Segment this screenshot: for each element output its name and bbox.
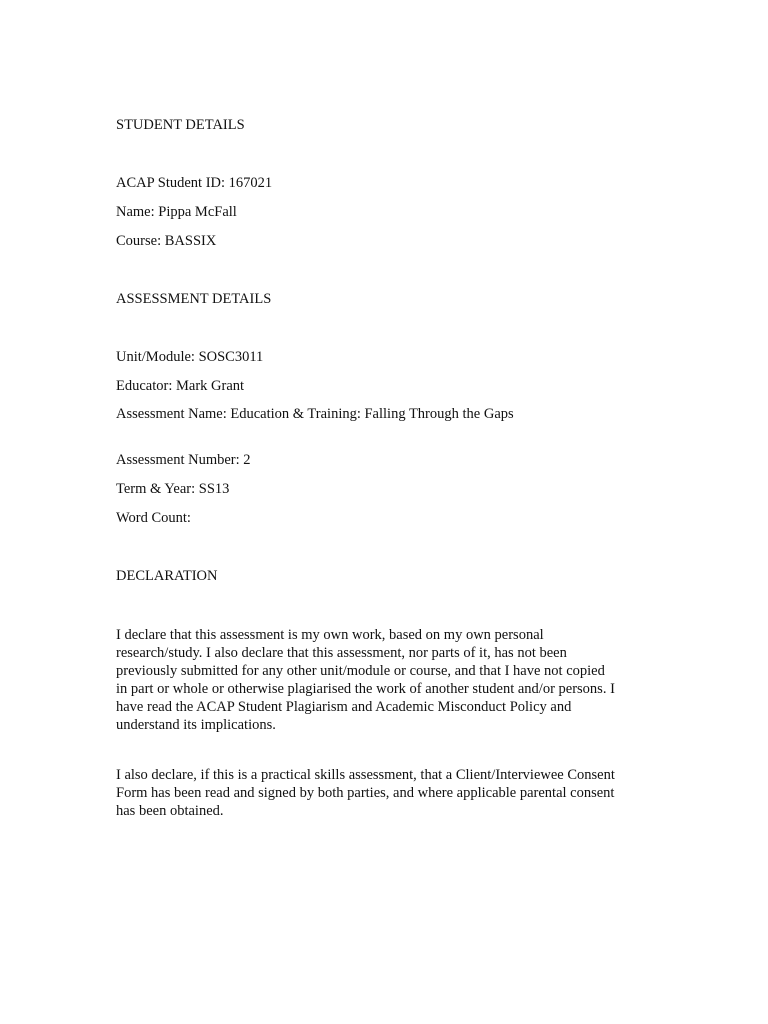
declaration-p1-line: previously submitted for any other unit/module or course, and that I have not copied	[116, 663, 605, 679]
declaration-paragraph-1	[116, 626, 676, 734]
declaration-heading: DECLARATION	[116, 568, 218, 584]
declaration-p1-line: have read the ACAP Student Plagiarism and Academic Misconduct Policy and	[116, 699, 572, 715]
declaration-paragraph-2	[116, 766, 676, 820]
student-course: Course: BASSIX	[116, 233, 217, 249]
assessment-unit: Unit/Module: SOSC3011	[116, 349, 264, 365]
assessment-name: Assessment Name: Education & Training: Falling Through the Gaps	[116, 406, 514, 422]
declaration-p2-line: I also declare, if this is a practical skills assessment, that a Client/Interviewee Consent	[116, 767, 615, 783]
declaration-p2-line: Form has been read and signed by both parties, and where applicable parental consent	[116, 785, 615, 801]
declaration-p2-line: has been obtained.	[116, 803, 224, 819]
declaration-p1-line: understand its implications.	[116, 717, 276, 733]
assessment-term: Term & Year: SS13	[116, 481, 230, 497]
assessment-educator: Educator: Mark Grant	[116, 378, 245, 394]
student-details-heading: STUDENT DETAILS	[116, 117, 245, 133]
student-name: Name: Pippa McFall	[116, 204, 237, 220]
declaration-p1-line: research/study. I also declare that this assessment, nor parts of it, has not been	[116, 645, 567, 661]
student-id: ACAP Student ID: 167021	[116, 175, 273, 191]
declaration-p1-line: in part or whole or otherwise plagiarised the work of another student and/or persons. I	[116, 681, 615, 697]
assessment-details-heading: ASSESSMENT DETAILS	[116, 291, 272, 307]
declaration-p1-line: I declare that this assessment is my own work, based on my own personal	[116, 627, 544, 643]
assessment-number: Assessment Number: 2	[116, 452, 251, 468]
assessment-word-count: Word Count:	[116, 510, 191, 526]
